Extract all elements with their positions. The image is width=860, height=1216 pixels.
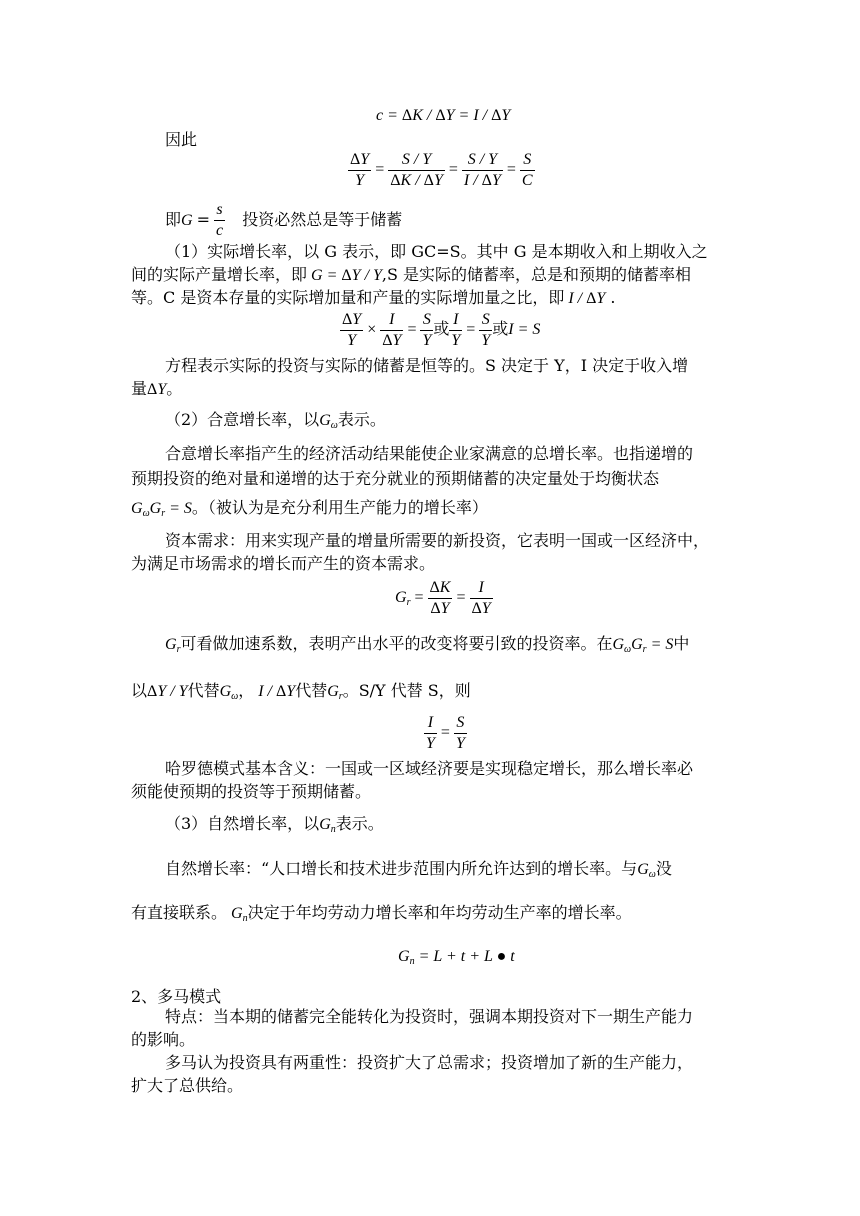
para-domar-duality-l1: 多马认为投资具有两重性：投资扩大了总需求；投资增加了新的生产能力，	[165, 1053, 694, 1072]
para-actual-growth-l2a: 间的实际产量增长率，即	[131, 265, 308, 284]
para-capital-demand-l2: 为满足市场需求的增长而产生的资本需求。	[131, 554, 436, 573]
para-accelerator-a: 可看做加速系数，表明产出水平的改变将要引致的投资率。在	[180, 634, 613, 653]
heading-natural-growth-b: 表示。	[335, 814, 384, 833]
para-identity-l2a: 量	[131, 379, 148, 398]
para-actual-growth-l2b: ,S 是实际的储蓄率，总是和预期的储蓄率相	[381, 265, 692, 284]
equation-accelerator: $G_r$ = $\frac{\Delta K}{\Delta Y}$ = $\frac{I}{\Delta Y}$	[395, 579, 491, 617]
para-warranted-l3: $G_\omega G_r = S$。（被认为是充分利用生产能力的增长率）	[131, 498, 488, 519]
para-natural-l2: 有直接联系。 $G_n$决定于年均劳动力增长率和年均劳动生产率的增长率。	[131, 903, 632, 924]
para-domar-feature-l2: 的影响。	[131, 1030, 196, 1049]
para-accelerator-b: 中	[673, 634, 690, 653]
heading-natural-growth: （3）自然增长率，以$G_n$表示。	[165, 814, 384, 835]
para-actual-growth-l2: 间的实际产量增长率，即 G = ΔY / Y,S 是实际的储蓄率，总是和预期的储蓄率相	[131, 265, 692, 284]
para-natural-l1b: 没	[655, 859, 672, 878]
heading-natural-growth-a: （3）自然增长率，以	[165, 814, 320, 833]
para-actual-growth-l1: （1）实际增长率，以 G 表示，即 GC=S。其中 G 是本期收入和上期收入之	[165, 242, 708, 261]
equation-investment-equals-saving: $\frac{\Delta Y}{Y}$ × $\frac{I}{\Delta Y}$ = $\frac{S}{Y}$ 或 $\frac{I}{Y}$ = $\frac{S}{Y}$ 或I = S	[342, 311, 541, 349]
para-warranted-l1: 合意增长率指产生的经济活动结果能使企业家满意的总增长率。也指递增的	[165, 444, 694, 463]
para-natural-l1: 自然增长率：“人口增长和技术进步范围内所允许达到的增长率。与$G_\omega$没	[165, 859, 672, 880]
para-domar-feature-l1: 特点：当本期的储蓄完全能转化为投资时，强调本期投资对下一期生产能力	[165, 1007, 694, 1026]
para-actual-growth-l3: 等。C 是资本存量的实际增加量和产量的实际增加量之比，即 I / ΔY .	[131, 288, 616, 307]
text-g-definition: 即G = $\frac{s}{c}$ 投资必然总是等于储蓄	[165, 201, 403, 239]
equation-natural-growth: $G_n = L + t + L$ ● t	[398, 948, 515, 967]
heading-domar-model: 2、多马模式	[131, 987, 222, 1006]
para-identity-l2: 量ΔY。	[131, 379, 183, 398]
para-substitution-b: 代替	[187, 681, 220, 700]
equation-growth-rate-derivation: $\frac{\Delta Y}{Y}$ = $\frac{S / Y}{\Delta K / \Delta Y}$ = $\frac{S / Y}{I / \Delta Y}$ = $\frac{S}{C}$	[350, 151, 533, 189]
para-identity-l1: 方程表示实际的投资与实际的储蓄是恒等的。S 决定于 Y，I 决定于收入增	[165, 356, 689, 375]
para-harrod-meaning-l1: 哈罗德模式基本含义：一国或一区域经济要是实现稳定增长，那么增长率必	[165, 759, 694, 778]
para-substitution-d: 代替	[295, 681, 328, 700]
para-substitution-a: 以	[131, 681, 148, 700]
para-substitution-c: ，	[238, 681, 255, 700]
para-warranted-l3b: 。（被认为是充分利用生产能力的增长率）	[191, 498, 488, 517]
para-natural-l2a: 有直接联系。	[131, 903, 228, 922]
heading-warranted-growth-b: 表示。	[337, 410, 386, 429]
heading-warranted-growth: （2）合意增长率，以$G_\omega$表示。	[165, 410, 386, 431]
para-capital-demand-l1: 资本需求：用来实现产量的增量所需要的新投资，它表明一国或一区经济中，	[165, 531, 710, 550]
equation-capital-output-ratio: c = ΔK / ΔY = I / ΔY	[376, 107, 511, 124]
heading-warranted-growth-a: （2）合意增长率，以	[165, 410, 320, 429]
para-accelerator: $G_r$可看做加速系数，表明产出水平的改变将要引致的投资率。在$G_\omega G_r = S$中	[165, 634, 690, 655]
para-substitution: 以ΔY / Y代替$G_\omega$， I / ΔY代替$G_r$。S/Y 代替 S，则	[131, 681, 471, 702]
text-therefore: 因此	[165, 130, 198, 149]
text-or-1: 或	[433, 321, 450, 339]
para-natural-l1a: 自然增长率：“人口增长和技术进步范围内所允许达到的增长率。与	[165, 859, 638, 878]
para-harrod-meaning-l2: 须能使预期的投资等于预期储蓄。	[131, 782, 372, 801]
para-substitution-e: 。S/Y 代替 S，则	[342, 681, 471, 700]
para-actual-growth-l3a: 等。C 是资本存量的实际增加量和产量的实际增加量之比，即	[131, 288, 565, 307]
text-g-definition-tail: 投资必然总是等于储蓄	[242, 210, 403, 229]
equation-i-over-y: $\frac{I}{Y}$ = $\frac{S}{Y}$	[426, 714, 465, 752]
para-natural-l2b: 决定于年均劳动力增长率和年均劳动生产率的增长率。	[247, 903, 632, 922]
para-warranted-l2: 预期投资的绝对量和递增的达于充分就业的预期储蓄的决定量处于均衡状态	[131, 469, 660, 488]
para-domar-duality-l2: 扩大了总供给。	[131, 1076, 244, 1095]
para-identity-l2b: 。	[166, 379, 183, 398]
text-or-2: 或	[492, 321, 509, 339]
